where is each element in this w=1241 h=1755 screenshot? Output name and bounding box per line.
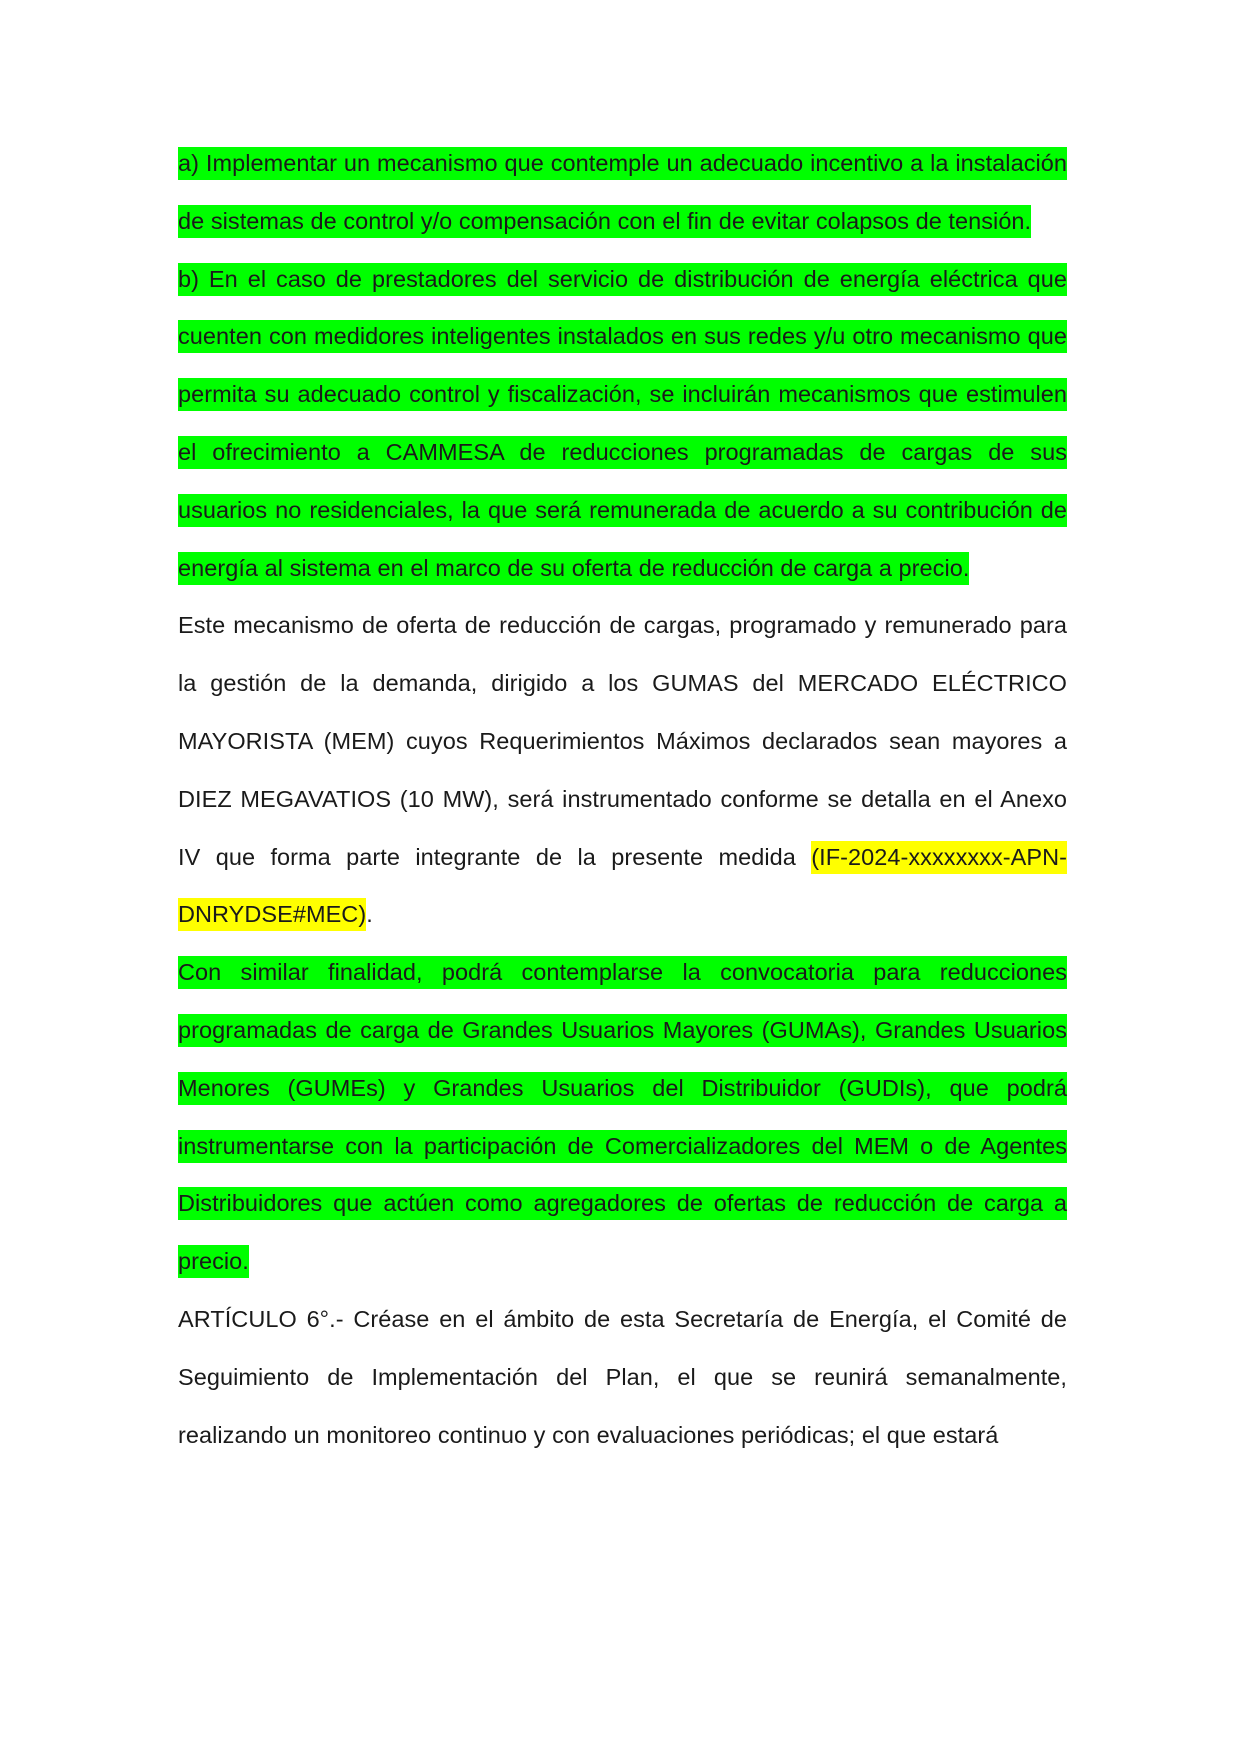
- mechanism-end: .: [366, 901, 373, 928]
- document-reference: (IF-2024-xxxxxxxx-APN-DNRYDSE#MEC): [178, 841, 1067, 932]
- paragraph-item-b: [178, 251, 1067, 598]
- highlighted-text-item-b: b) En el caso de prestadores del servicio de distribución de energía eléctrica que cuenten con medidores inteligentes instalados en sus redes y/u otro mecanismo que permita su adecuado control y fiscalización, se incluirán mecanismos que estimulen el ofrecimiento a CAMMESA de reducciones programadas de cargas de sus usuarios no residenciales, la que será remunerada de acuerdo a su contribución de energía al sistema en el marco de su oferta de reducción de carga a precio.: [178, 263, 1067, 585]
- paragraph-mechanism: [178, 597, 1067, 944]
- paragraph-similar-purpose: [178, 944, 1067, 1291]
- article-6-text: ARTÍCULO 6°.- Créase en el ámbito de esta Secretaría de Energía, el Comité de Seguimiento de Implementación del Plan, el que se reunirá semanalmente, realizando un monitoreo continuo y con evaluaciones periódicas; el que estará: [178, 1305, 1067, 1448]
- paragraph-item-a: [178, 135, 1067, 251]
- paragraph-article-6: [178, 1291, 1067, 1464]
- highlighted-text-similar-purpose: Con similar finalidad, podrá contemplarse la convocatoria para reducciones programadas de carga de Grandes Usuarios Mayores (GUMAs), Grandes Usuarios Menores (GUMEs) y Grandes Usuarios del Distribuidor (GUDIs), que podrá instrumentarse con la participación de Comercializadores del MEM o de Agentes Distribuidores que actúen como agregadores de ofertas de reducción de carga a precio.: [178, 956, 1067, 1278]
- highlighted-text-item-a: a) Implementar un mecanismo que contemple un adecuado incentivo a la instalación de sistemas de control y/o compensación con el fin de evitar colapsos de tensión.: [178, 147, 1067, 238]
- mechanism-text: Este mecanismo de oferta de reducción de cargas, programado y remunerado para la gestión de la demanda, dirigido a los GUMAS del MERCADO ELÉCTRICO MAYORISTA (MEM) cuyos Requerimientos Máximos declarados sean mayores a DIEZ MEGAVATIOS (10 MW), será instrumentado conforme se detalla en el Anexo IV que forma parte integrante de la presente medida: [178, 612, 1067, 870]
- document-body: [178, 135, 1067, 1464]
